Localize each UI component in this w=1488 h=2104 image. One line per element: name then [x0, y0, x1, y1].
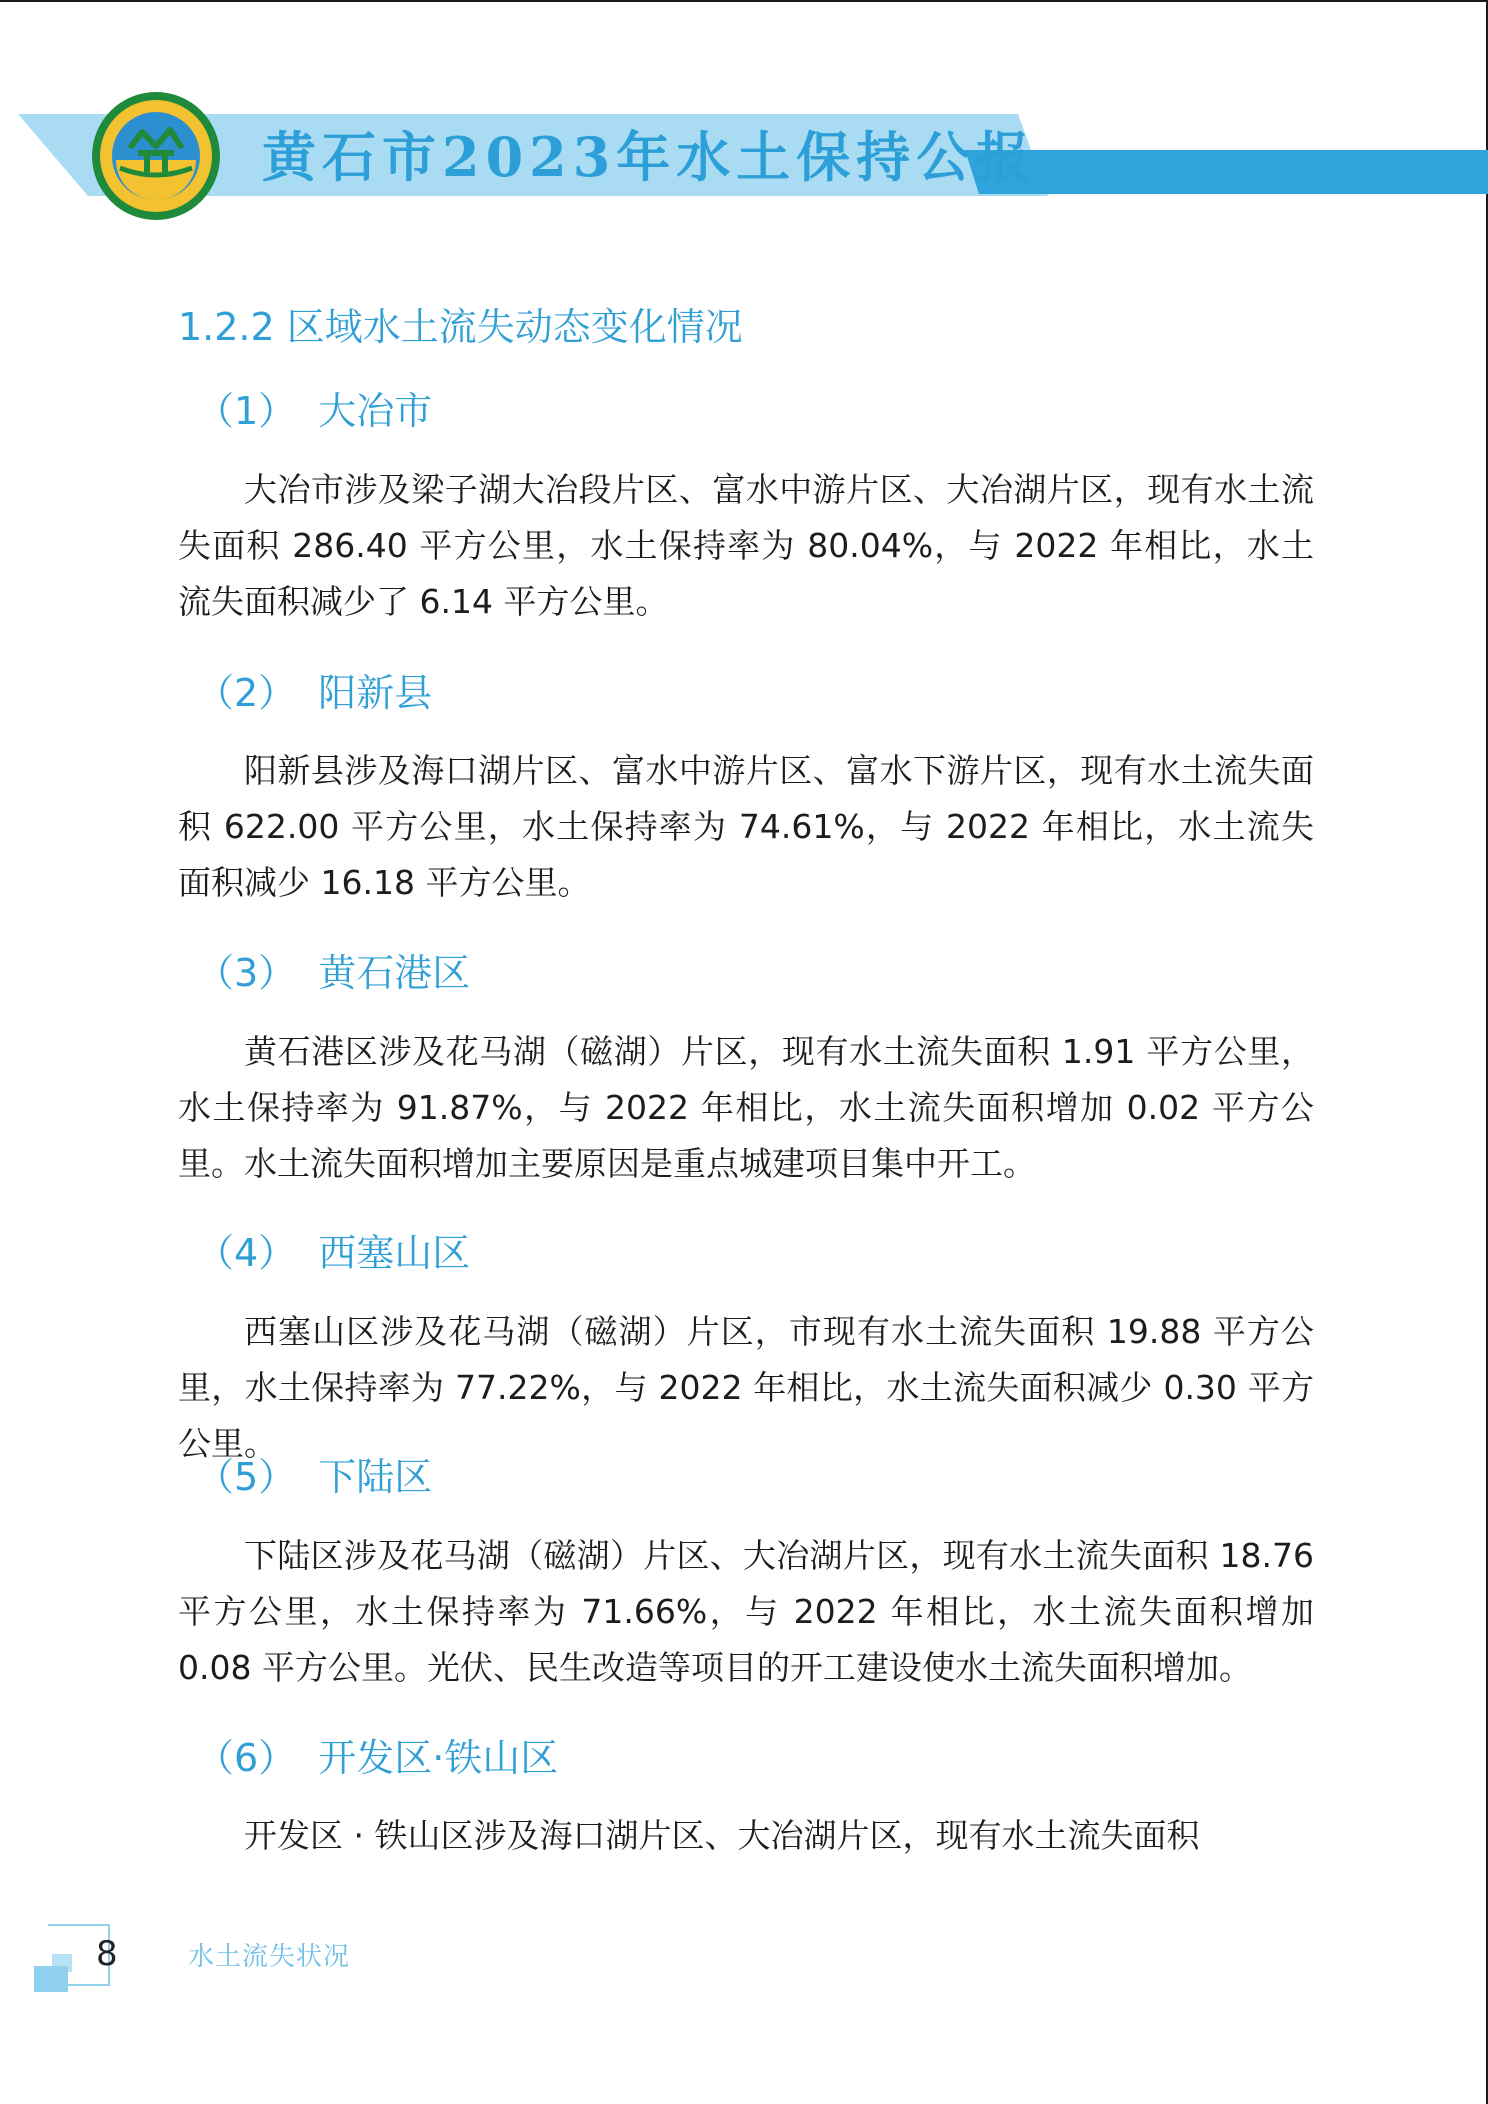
paragraph-daye: 大冶市涉及梁子湖大冶段片区、富水中游片区、大冶湖片区，现有水土流失面积 286.40 平方公里，水土保持率为 80.04%，与 2022 年相比，水土流失面积减少了 6.14 平方公里。	[178, 470, 1314, 621]
subheading-number: （6）	[196, 1736, 297, 1780]
report-title: 黄石市2023年水土保持公报	[262, 125, 1037, 189]
paragraph-xialu: 下陆区涉及花马湖（磁湖）片区、大冶湖片区，现有水土流失面积 18.76 平方公里，水土保持率为 71.66%，与 2022 年相比，水土流失面积增加 0.08 平方公里。光伏、民生改造等项目的开工建设使水土流失面积增加。	[178, 1536, 1314, 1687]
subheading-number: （3）	[196, 951, 297, 995]
subheading-yangxin	[196, 662, 432, 717]
page-number: 8	[96, 1934, 118, 1974]
subheading-huangshigang	[196, 942, 470, 997]
subheading-daye	[196, 380, 432, 435]
subheading-number: （2）	[196, 671, 297, 715]
subheading-kaifaqu-tieshan	[196, 1727, 558, 1782]
paragraph-kaifaqu-tieshan: 开发区 · 铁山区涉及海口湖片区、大冶湖片区，现有水土流失面积	[244, 1816, 1200, 1855]
subheading-number: （4）	[196, 1231, 297, 1275]
paragraph-huangshigang: 黄石港区涉及花马湖（磁湖）片区，现有水土流失面积 1.91 平方公里，水土保持率为 91.87%，与 2022 年相比，水土流失面积增加 0.02 平方公里。水土流失面积增加主要原因是重点城建项目集中开工。	[178, 1032, 1314, 1183]
subheading-name: 阳新县	[318, 671, 433, 715]
subheading-name: 开发区·铁山区	[318, 1736, 559, 1780]
subheading-name: 下陆区	[318, 1455, 433, 1499]
footer-decoration	[34, 1966, 68, 1992]
footer-section-label: 水土流失状况	[188, 1942, 351, 1972]
footer-decoration	[68, 1984, 110, 1986]
subheading-number: （5）	[196, 1455, 297, 1499]
subheading-xisaishan	[196, 1222, 470, 1277]
paragraph-yangxin: 阳新县涉及海口湖片区、富水中游片区、富水下游片区，现有水土流失面积 622.00 平方公里，水土保持率为 74.61%，与 2022 年相比，水土流失面积减少 16.18 平方公里。	[178, 751, 1314, 902]
page-border-top	[0, 0, 1488, 2]
subheading-name: 黄石港区	[318, 951, 471, 995]
paragraph-xisaishan: 西塞山区涉及花马湖（磁湖）片区，市现有水土流失面积 19.88 平方公里，水土保持率为 77.22%，与 2022 年相比，水土流失面积减少 0.30 平方公里。	[178, 1312, 1314, 1463]
subheading-number: （1）	[196, 389, 297, 433]
footer-decoration	[48, 1924, 110, 1926]
section-title: 1.2.2 区域水土流失动态变化情况	[178, 305, 743, 349]
subheading-name: 大冶市	[318, 389, 433, 433]
emblem-logo-icon	[90, 90, 222, 222]
subheading-name: 西塞山区	[318, 1231, 471, 1275]
subheading-xialu	[196, 1446, 432, 1501]
header-banner-dark	[965, 150, 1488, 194]
